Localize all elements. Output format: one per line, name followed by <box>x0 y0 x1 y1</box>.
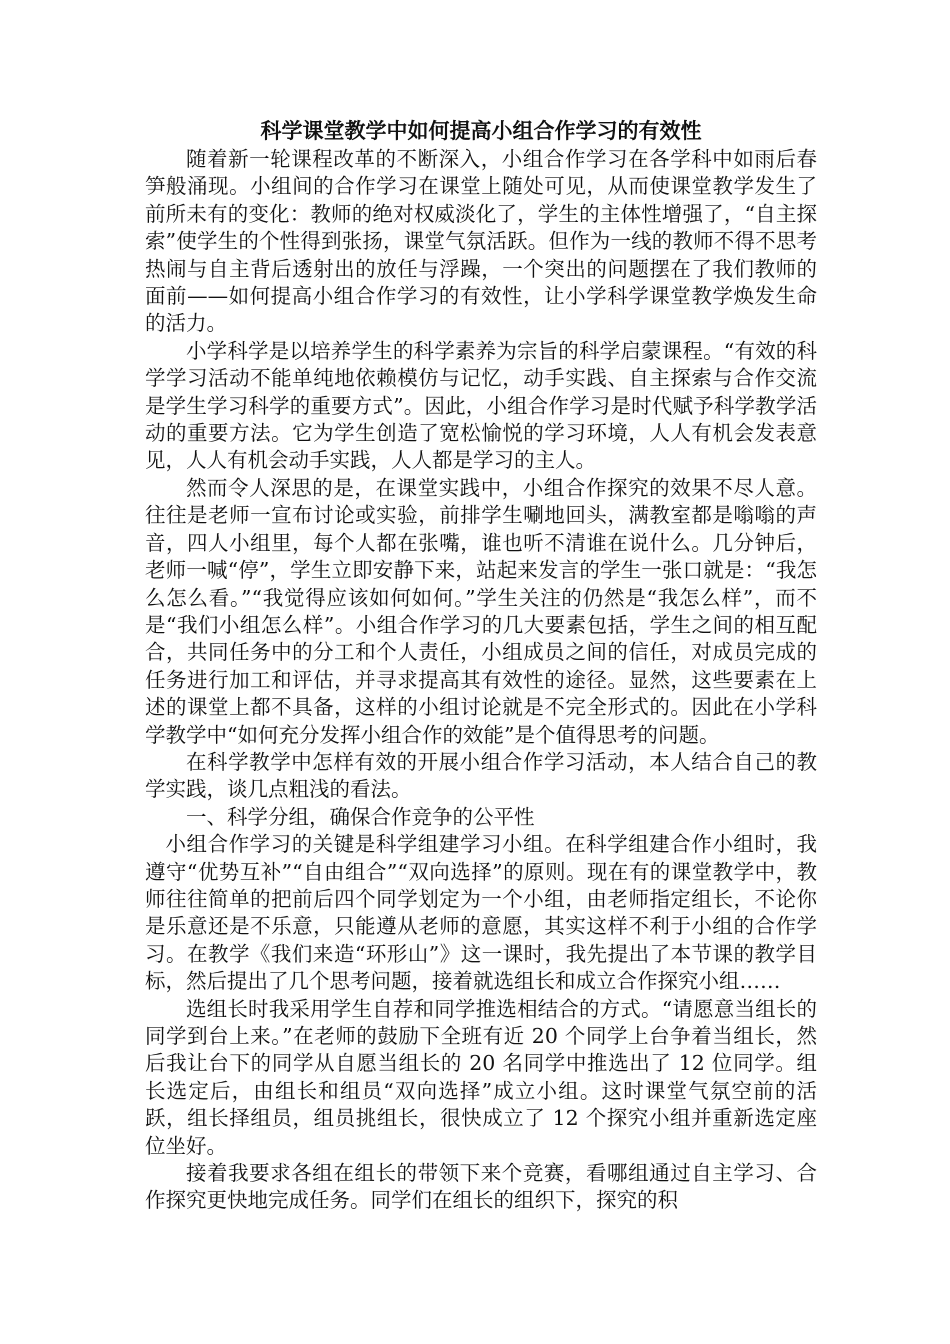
paragraph-classroom-problem: 然而令人深思的是，在课堂实践中，小组合作探究的效果不尽人意。往往是老师一宣布讨论或实验，前排学生唰地回头，满教室都是嗡嗡的声音，四人小组里，每个人都在张嘴，谁也听不清谁在说什么。几分钟后，老师一喊“停”，学生立即安静下来，站起来发言的学生一张口就是：“我怎么怎么看。”“我觉得应该如何如何。”学生关注的仍然是“我怎么样”，而不是“我们小组怎么样”。小组合作学习的几大要素包括，学生之间的相互配合，共同任务中的分工和个人责任，小组成员之间的信任，对成员完成的任务进行加工和评估，并寻求提高其有效性的途径。显然，这些要素在上述的课堂上都不具备，这样的小组讨论就是不完全形式的。因此在小学科学教学中“如何充分发挥小组合作的效能”是个值得思考的问题。 <box>145 475 817 747</box>
document-title: 科学课堂教学中如何提高小组合作学习的有效性 <box>260 118 702 143</box>
paragraph-thesis: 在科学教学中怎样有效的开展小组合作学习活动，本人结合自己的教学实践，谈几点粗浅的看法。 <box>145 749 817 802</box>
paragraph-intro: 随着新一轮课程改革的不断深入，小组合作学习在各学科中如雨后春笋般涌现。小组间的合作学习在课堂上随处可见，从而使课堂教学发生了前所未有的变化：教师的绝对权威淡化了，学生的主体性增强了，“自主探索”使学生的个性得到张扬，课堂气氛活跃。但作为一线的教师不得不思考热闹与自主背后透射出的放任与浮躁，一个突出的问题摆在了我们教师的面前——如何提高小组合作学习的有效性，让小学科学课堂教学焕发生命的活力。 <box>145 147 817 336</box>
paragraph-science-course: 小学科学是以培养学生的科学素养为宗旨的科学启蒙课程。“有效的科学学习活动不能单纯地依赖模仿与记忆，动手实践、自主探索与合作交流是学生学习科学的重要方式”。因此，小组合作学习是时代赋予科学教学活动的重要方法。它为学生创造了宽松愉悦的学习环境，人人有机会发表意见，人人有机会动手实践，人人都是学习的主人。 <box>145 338 817 473</box>
paragraph-competition: 接着我要求各组在组长的带领下来个竞赛，看哪组通过自主学习、合作探究更快地完成任务。同学们在组长的组织下，探究的积 <box>145 1161 817 1213</box>
document-page <box>145 116 817 1215</box>
paragraph-grouping: 小组合作学习的关键是科学组建学习小组。在科学组建合作小组时，我遵守“优势互补”“自由组合”“双向选择”的原则。现在有的课堂教学中，教师往往简单的把前后四个同学划定为一个小组，由老师指定组长，不论你是乐意还是不乐意，只能遵从老师的意愿，其实这样不利于小组的合作学习。在教学《我们来造“环形山”》这一课时，我先提出了本节课的教学目标，然后提出了几个思考问题，接着就选组长和成立合作探究小组…… <box>145 832 817 994</box>
paragraph-leader-selection: 选组长时我采用学生自荐和同学推选相结合的方式。“请愿意当组长的同学到台上来。”在老师的鼓励下全班有近 20 个同学上台争着当组长，然后我让台下的同学从自愿当组长的 20 名同学中推选出了 12 位同学。组长选定后，由组长和组员“双向选择”成立小组。这时课堂气氛空前的活跃，组长择组员，组员挑组长，很快成立了 12 个探究小组并重新选定座位坐好。 <box>145 996 817 1158</box>
section-heading-1: 一、科学分组，确保合作竞争的公平性 <box>186 804 535 829</box>
